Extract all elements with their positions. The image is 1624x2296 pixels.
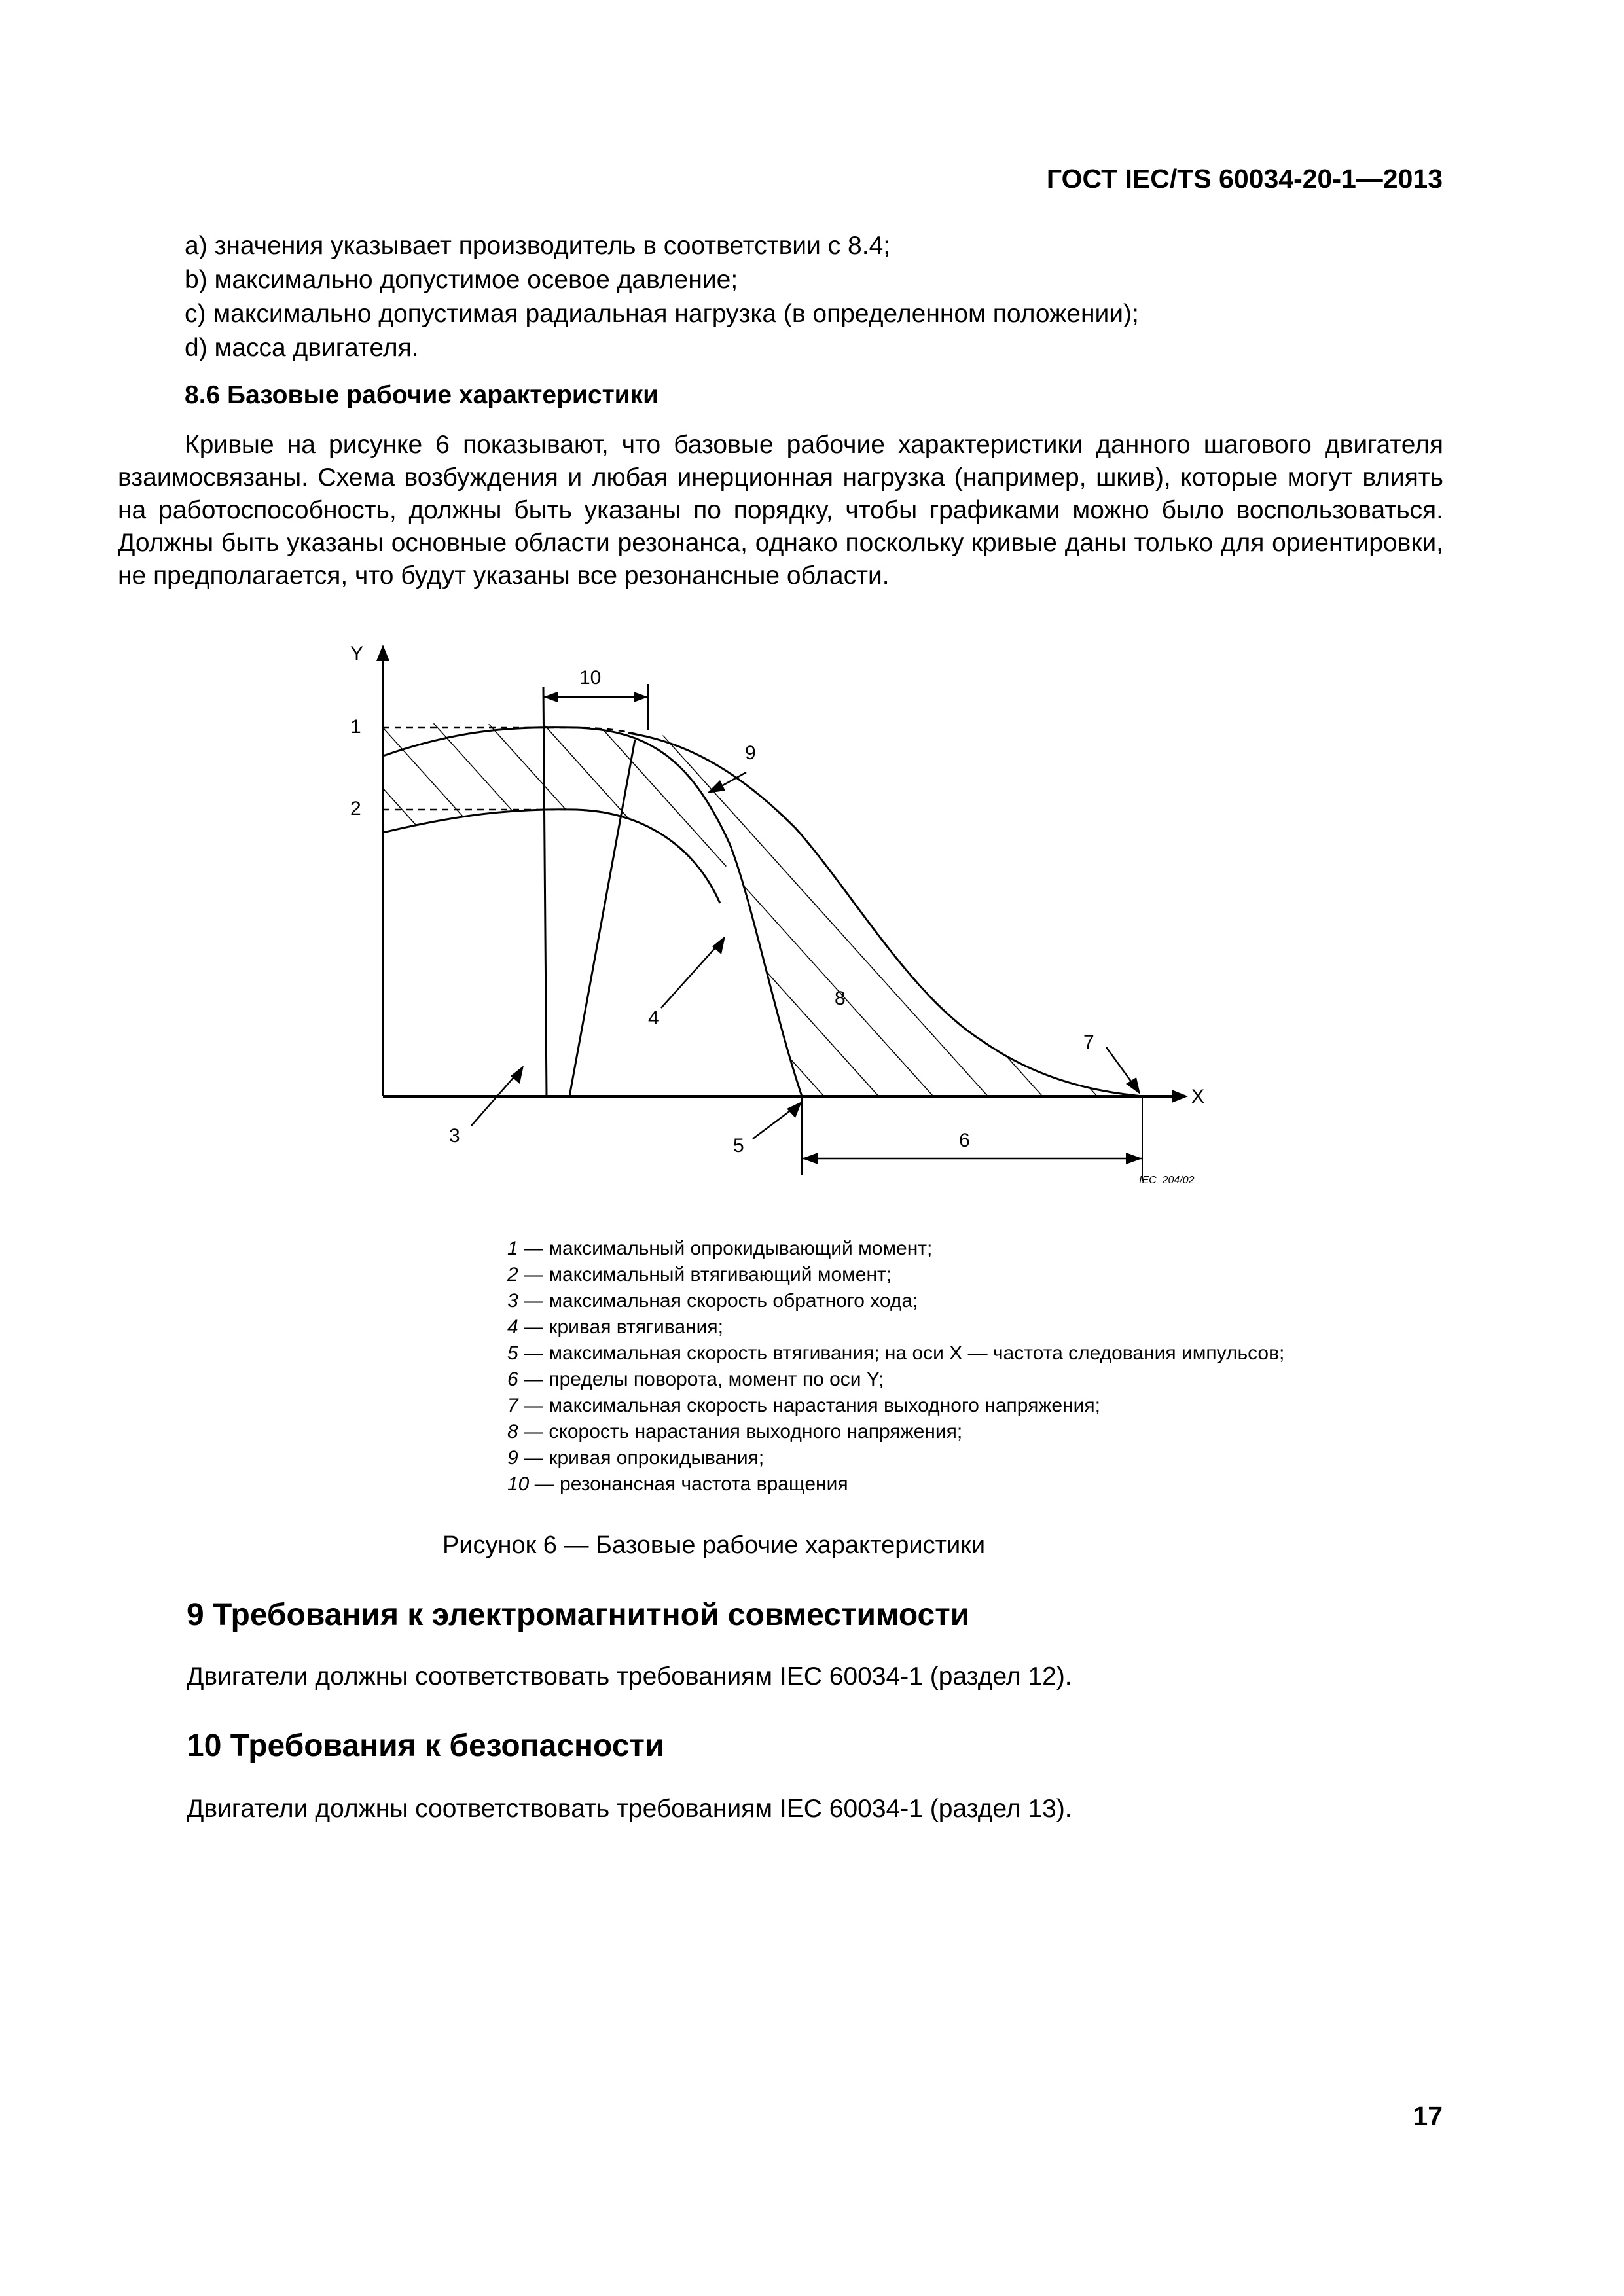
x-axis-arrow bbox=[1172, 1090, 1188, 1103]
dimension-10-arrow-left bbox=[543, 692, 558, 702]
leader-3-arrow bbox=[511, 1066, 524, 1084]
list-item: c) максимально допустимая радиальная нагрузка (в определенном положении); bbox=[185, 300, 1139, 328]
figure-caption: Рисунок 6 — Базовые рабочие характеристики bbox=[442, 1532, 986, 1559]
legend-item: 5 — максимальная скорость втягивания; на оси X — частота следования импульсов; bbox=[507, 1342, 1285, 1364]
callout-5: 5 bbox=[733, 1135, 744, 1157]
legend-item: 4 — кривая втягивания; bbox=[507, 1316, 723, 1338]
list-item: b) максимально допустимое осевое давление; bbox=[185, 266, 738, 294]
leader-4 bbox=[661, 942, 720, 1008]
callout-7: 7 bbox=[1083, 1031, 1094, 1053]
page-number: 17 bbox=[1413, 2101, 1443, 2131]
callout-6: 6 bbox=[959, 1130, 970, 1151]
list-item: d) масса двигателя. bbox=[185, 334, 419, 362]
legend-item: 3 — максимальная скорость обратного хода; bbox=[507, 1290, 918, 1312]
legend-item: 9 — кривая опрокидывания; bbox=[507, 1447, 765, 1469]
callout-3: 3 bbox=[449, 1125, 460, 1147]
section-10-text: Двигатели должны соответствовать требованиям IEC 60034-1 (раздел 13). bbox=[187, 1795, 1072, 1823]
dimension-6-arrow-left bbox=[802, 1153, 818, 1164]
legend-item: 8 — скорость нарастания выходного напряжения; bbox=[507, 1421, 963, 1443]
dimension-6-arrow-right bbox=[1126, 1153, 1142, 1164]
leader-3 bbox=[471, 1073, 517, 1126]
section-heading-10: 10 Требования к безопасности bbox=[187, 1729, 664, 1763]
figure-legend bbox=[507, 1236, 1284, 1498]
callout-9: 9 bbox=[745, 742, 756, 764]
legend-item: 1 — максимальный опрокидывающий момент; bbox=[507, 1238, 933, 1259]
callout-8: 8 bbox=[835, 988, 846, 1009]
document-header: ГОСТ IEC/TS 60034-20-1—2013 bbox=[1046, 164, 1443, 194]
y-axis-arrow bbox=[376, 645, 389, 661]
list-item: a) значения указывает производитель в соответствии с 8.4; bbox=[185, 232, 891, 260]
callout-2: 2 bbox=[350, 798, 361, 819]
section-heading-8-6: 8.6 Базовые рабочие характеристики bbox=[185, 381, 659, 409]
callout-1: 1 bbox=[350, 716, 361, 738]
section-9-text: Двигатели должны соответствовать требованиям IEC 60034-1 (раздел 12). bbox=[187, 1662, 1072, 1691]
legend-item: 2 — максимальный втягивающий момент; bbox=[507, 1264, 892, 1285]
legend-item: 6 — пределы поворота, момент по оси Y; bbox=[507, 1369, 884, 1390]
paragraph-text: Кривые на рисунке 6 показывают, что базовые рабочие характеристики данного шагового двигателя взаимосвязаны. Схема возбуждения и любая инерционная нагрузка (например, шкив), которые могут влиять на работоспособность, должны быть указаны по порядку, чтобы графиками можно было воспользоваться. Должны быть указаны основные области резонанса, однако поскольку кривые даны только для ориентировки, не предполагается, что будут указаны все резонансные области. bbox=[118, 431, 1443, 590]
axis-x-label: X bbox=[1191, 1086, 1205, 1107]
legend-item: 10 — резонансная частота вращения bbox=[507, 1473, 848, 1495]
legend-item: 7 — максимальная скорость нарастания выходного напряжения; bbox=[507, 1395, 1100, 1416]
dimension-10-arrow-right bbox=[634, 692, 648, 702]
leader-4-arrow bbox=[712, 936, 725, 954]
leader-5-arrow bbox=[787, 1102, 802, 1118]
leader-5 bbox=[753, 1109, 792, 1139]
leader-7-arrow bbox=[1126, 1077, 1140, 1094]
callout-10: 10 bbox=[579, 667, 602, 689]
callout-4: 4 bbox=[648, 1007, 659, 1029]
iec-mark: IEC 204/02 bbox=[1139, 1175, 1195, 1186]
section-heading-9: 9 Требования к электромагнитной совместимости bbox=[187, 1598, 970, 1632]
axis-y-label: Y bbox=[350, 643, 364, 664]
leader-7 bbox=[1106, 1047, 1132, 1083]
